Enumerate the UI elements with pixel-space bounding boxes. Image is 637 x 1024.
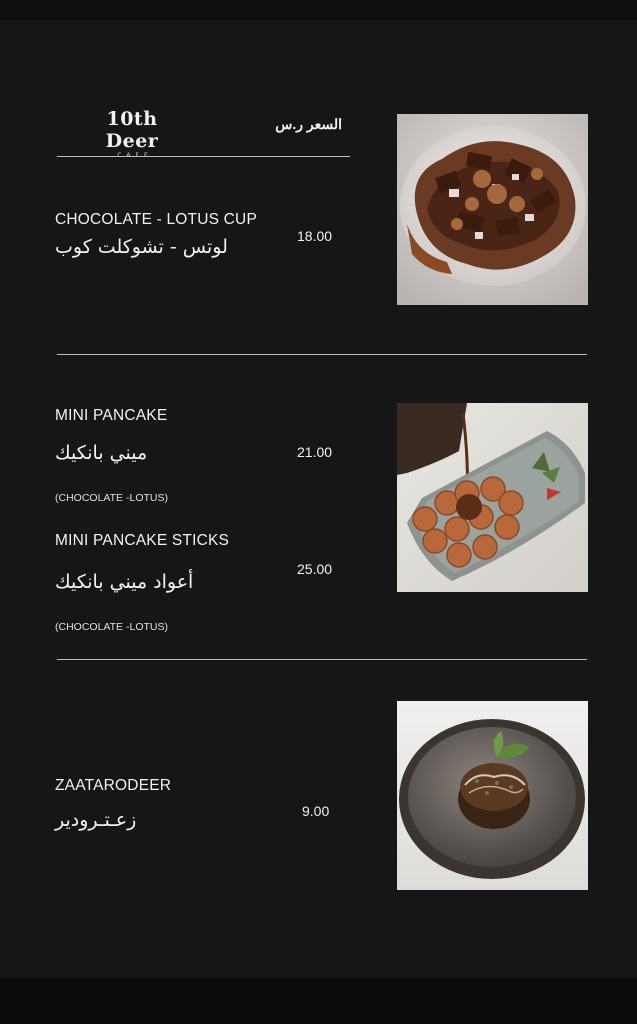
logo-name: 10th Deer	[105, 108, 159, 152]
item-price: 9.00	[302, 803, 330, 819]
header-divider	[57, 156, 350, 157]
item-price: 25.00	[297, 561, 333, 577]
item-name-ar: لوتس - تشوكلت كوب	[55, 236, 228, 258]
mini-pancake-photo	[397, 403, 588, 592]
item-price: 21.00	[297, 444, 333, 460]
item-name-en: MINI PANCAKE STICKS	[55, 532, 230, 549]
item-name-en: MINI PANCAKE	[55, 407, 168, 424]
bottom-bar	[0, 978, 637, 1024]
section-divider	[57, 354, 587, 355]
item-name-ar: أعواد ميني بانكيك	[55, 571, 194, 593]
item-note: (CHOCOLATE -LOTUS)	[55, 492, 168, 504]
item-name-en: CHOCOLATE - LOTUS CUP	[55, 211, 257, 228]
item-name-ar: ميني بانكيك	[55, 442, 148, 464]
item-note: (CHOCOLATE -LOTUS)	[55, 621, 168, 633]
section-divider	[57, 659, 587, 660]
item-name-en: ZAATARODEER	[55, 777, 172, 794]
top-bar	[0, 0, 637, 20]
item-name-ar: زعـتـرودير	[55, 809, 137, 831]
item-price: 18.00	[297, 228, 333, 244]
zaatarodeer-photo	[397, 701, 588, 890]
cafe-logo	[77, 108, 187, 160]
price-heading: السعر ر.س	[275, 116, 342, 132]
chocolate-lotus-cup-photo	[397, 114, 588, 305]
